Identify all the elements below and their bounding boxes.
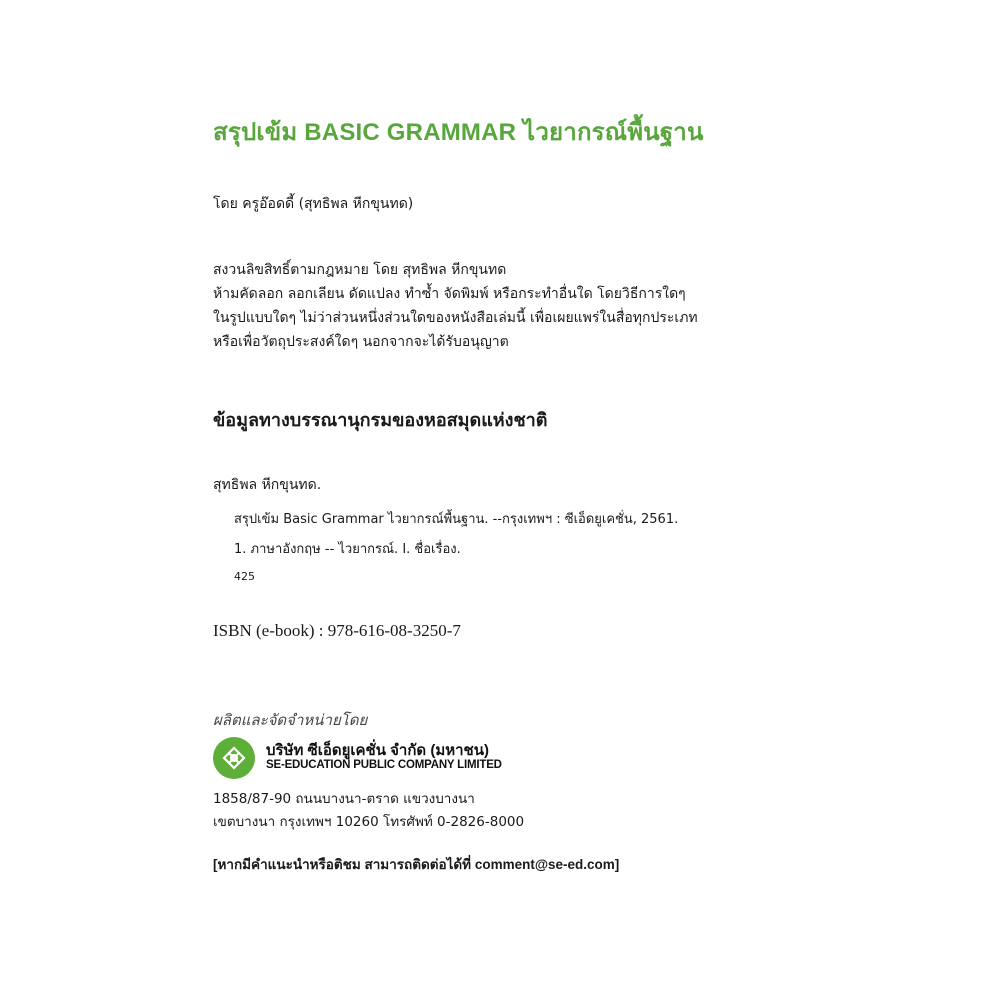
copyright-notice <box>213 258 698 354</box>
address-line: เขตบางนา กรุงเทพฯ 10260 โทรศัพท์ 0-2826-8000 <box>213 814 525 830</box>
company-name-english: SE-EDUCATION PUBLIC COMPANY LIMITED <box>266 759 502 771</box>
copyright-line: หรือเพื่อวัตถุประสงค์ใดๆ นอกจากจะได้รับอนุญาต <box>213 334 509 350</box>
cip-classification: 425 <box>234 570 255 583</box>
copyright-line: ห้ามคัดลอก ลอกเลียน ดัดแปลง ทำซ้ำ จัดพิมพ์ หรือกระทำอื่นใด โดยวิธีการใดๆ <box>213 286 686 302</box>
isbn: ISBN (e-book) : 978-616-08-3250-7 <box>213 621 461 640</box>
produced-by-label: ผลิตและจัดจำหน่ายโดย <box>213 711 368 729</box>
cip-title-entry: สรุปเข้ม Basic Grammar ไวยากรณ์พื้นฐาน. --กรุงเทพฯ : ซีเอ็ดยูเคชั่น, 2561. <box>234 512 679 527</box>
cip-heading: ข้อมูลทางบรรณานุกรมของหอสมุดแห่งชาติ <box>213 410 548 431</box>
copyright-line: สงวนลิขสิทธิ์ตามกฎหมาย โดย สุทธิพล หีกขุนทด <box>213 262 507 278</box>
cip-subject-entry: 1. ภาษาอังกฤษ -- ไวยากรณ์. I. ชื่อเรื่อง. <box>234 542 461 557</box>
se-ed-logo-icon <box>213 737 255 779</box>
author-line: โดย ครูอ๊อดดี้ (สุทธิพล หีกขุนทด) <box>213 196 414 212</box>
company-name-thai: บริษัท ซีเอ็ดยูเคชั่น จำกัด (มหาชน) <box>266 742 489 759</box>
cip-author-name: สุทธิพล หีกขุนทด. <box>213 477 322 493</box>
book-title: สรุปเข้ม BASIC GRAMMAR ไวยากรณ์พื้นฐาน <box>213 119 704 146</box>
copyright-line: ในรูปแบบใดๆ ไม่ว่าส่วนหนึ่งส่วนใดของหนังสือเล่มนี้ เพื่อเผยแพร่ในสื่อทุกประเภท <box>213 310 698 326</box>
contact-info: [หากมีคำแนะนำหรือติชม สามารถติดต่อได้ที่ comment@se-ed.com] <box>213 857 620 872</box>
address-line: 1858/87-90 ถนนบางนา-ตราด แขวงบางนา <box>213 791 475 807</box>
